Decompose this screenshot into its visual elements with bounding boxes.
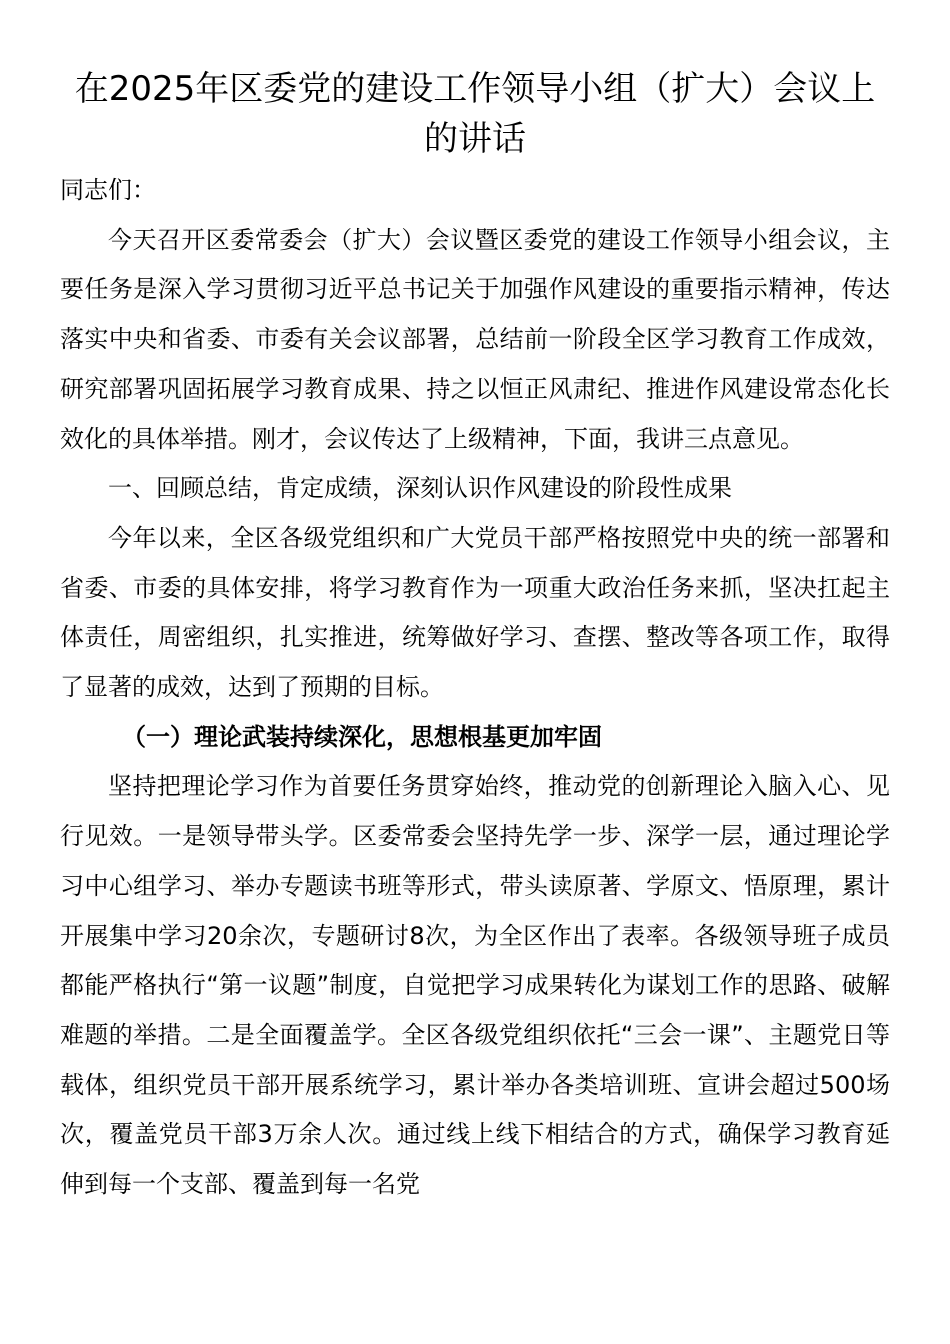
subsection-1-paragraph: 坚持把理论学习作为首要任务贯穿始终，推动党的创新理论入脑入心、见行见效。一是领导带头学。区委常委会坚持先学一步、深学一层，通过理论学习中心组学习、举办专题读书班等形式，带头读原著、学原文、悟原理，累计开展集中学习20余次，专题研讨8次，为全区作出了表率。各级领导班子成员都能严格执行“第一议题”制度，自觉把学习成果转化为谋划工作的思路、破解难题的举措。二是全面覆盖学。全区各级党组织依托“三会一课”、主题党日等载体，组织党员干部开展系统学习，累计举办各类培训班、宣讲会超过500场次，覆盖党员干部3万余人次。通过线上线下相结合的方式，确保学习教育延伸到每一个支部、覆盖到每一名党 [60, 772, 890, 1199]
salutation: 同志们： [60, 176, 156, 204]
document-body [60, 166, 890, 1210]
intro-paragraph: 今天召开区委常委会（扩大）会议暨区委党的建设工作领导小组会议，主要任务是深入学习贯彻习近平总书记关于加强作风建设的重要指示精神，传达落实中央和省委、市委有关会议部署，总结前一阶段全区学习教育工作成效，研究部署巩固拓展学习教育成果、持之以恒正风肃纪、推进作风建设常态化长效化的具体举措。刚才，会议传达了上级精神，下面，我讲三点意见。 [60, 225, 890, 453]
section-1-paragraph: 今年以来，全区各级党组织和广大党员干部严格按照党中央的统一部署和省委、市委的具体安排，将学习教育作为一项重大政治任务来抓，坚决扛起主体责任，周密组织，扎实推进，统筹做好学习、查摆、整改等各项工作，取得了显著的成效，达到了预期的目标。 [60, 523, 890, 702]
document-title: 在2025年区委党的建设工作领导小组（扩大）会议上的讲话 [74, 69, 876, 159]
subsection-1-heading: （一）理论武装持续深化，思想根基更加牢固 [122, 722, 602, 751]
section-1-heading: 一、回顾总结，肯定成绩，深刻认识作风建设的阶段性成果 [108, 474, 732, 503]
